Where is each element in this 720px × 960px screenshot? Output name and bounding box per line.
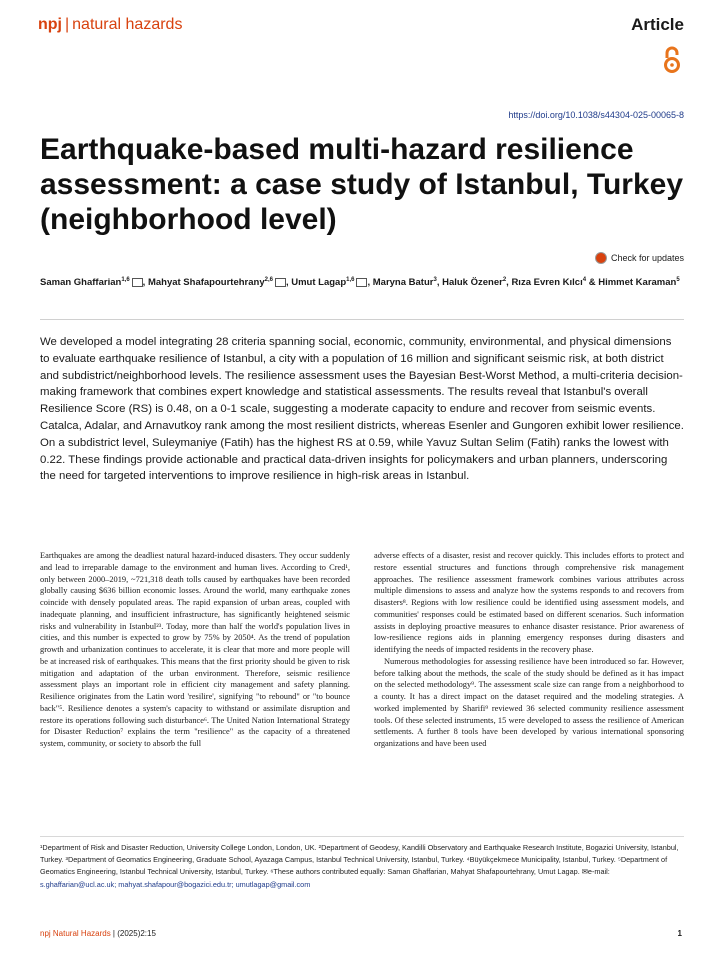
email-icon: ✉ [581, 867, 588, 877]
article-type-label: Article [631, 15, 684, 34]
affiliations-divider [40, 836, 684, 837]
author-name: Haluk Özener [442, 277, 503, 289]
author[interactable] [40, 277, 143, 288]
email-icon[interactable] [132, 278, 143, 287]
email-icon[interactable] [356, 278, 367, 287]
author-separator: , [285, 277, 292, 289]
author-separator: , [436, 277, 443, 289]
body-paragraph: adverse effects of a disaster, resist and recover quickly. This includes efforts to protect and restore essential structures and functions through comprehensive risk management approaches. The resilience assessment framework combines various attributes across multiple dimensions to assess and analyze how the systems responds to and recovers from disasters⁸. Regions with low resilience could be identified using assessment models, and communities' responses could be estimated based on different scenarios. Such information assists in deploying proactive measures to enhance disaster resistance. Prior awareness of low-resilience regions aids in planning emergency responses during disasters and identifying the needs of impacted residents in the recovery phase. [374, 551, 684, 654]
check-for-updates-button[interactable] [595, 252, 684, 264]
article-title: Earthquake-based multi-hazard resilience assessment: a case study of Istanbul, Turkey (neighborhood level) [40, 133, 684, 236]
author[interactable] [291, 277, 367, 288]
body-left-column: Earthquakes are among the deadliest natural hazard-induced disasters. They occur suddenly and lead to irreparable damage to the environment and human lives. According to Cred¹, only between 2000–2019, ~721,318 death tolls caused by earthquakes have been recorded globally causing $636 billion economic losses. Around the world, many earthquake zones coincide with densely populated areas. The rapid expansion of urban areas, coupled with inadequate planning, and insufficient infrastructure, has significantly heightened seismic risks and vulnerability in Istanbul²³. Today, more than half the world's population lives in cities, and this number is expected to grow by 75% by 2050⁴. As the trend of population growth and urbanization continues to accelerate, it is clear that more and more people will be at increased risk of earthquakes. This means that the first priority should be given to risk mitigation and adaptation of the urban environment. Therefore, seismic resilience assessment plays an important role in efficient city management and safety planning. Resilience originates from the Latin word 'resilire', signifying "to rebound" or "to bounce back"⁵. Resilience denotes a system's capacity to withstand or assimilate disruption and restore its operations following such disturbance⁶. The United Nation International Strategy for Disaster Reduction⁷ explains the term "resilience" as the capacity of a threatened system, community, or society to absorb the full [40, 551, 350, 748]
author-separator: , [506, 277, 512, 289]
author-separator: & [586, 277, 599, 289]
author-affiliation-marker: 5 [676, 277, 680, 283]
body-right-column [374, 550, 684, 750]
author-affiliation-marker: 2 [502, 277, 507, 283]
author[interactable] [442, 277, 506, 288]
author-list [40, 272, 680, 291]
page-number: 1 [677, 929, 682, 938]
author-affiliation-marker: 2,6 [264, 277, 273, 283]
affiliations-text: ¹Department of Risk and Disaster Reduction, University College London, London, UK. ²Department of Geodesy, Kandilli Observatory and Earthquake Research Institute, Bogazici University, Istanbul, Turkey. ³Department of Geomatics Engineering, Graduate School, Ayazaga Campus, Istanbul Technical University, Istanbul, Turkey. ⁴Büyükçekmece Municipality, Istanbul, Turkey. ⁵Department of Geomatics Engineering, Istanbul Technical University, Istanbul, Turkey. ⁶These authors contributed equally: Saman Ghaffarian, Mahyat Shafapourtehrany, Umut Lagap. [40, 843, 679, 877]
author[interactable] [598, 277, 679, 288]
author-affiliation-marker: 3 [433, 277, 437, 283]
author-name: Saman Ghaffarian [40, 277, 122, 289]
author[interactable] [511, 277, 586, 288]
footer-volume: (2025)2:15 [117, 929, 156, 938]
email-icon[interactable] [275, 278, 286, 287]
author-name: Himmet Karaman [598, 277, 677, 289]
author-affiliation-marker: 4 [582, 277, 587, 283]
author-name: Rıza Evren Kılcı [511, 277, 583, 289]
open-access-icon [662, 46, 682, 74]
abstract: We developed a model integrating 28 criteria spanning social, economic, community, environmental, and physical dimensions to evaluate earthquake resilience of Istanbul, a city with a population of 16 million and significant seismic risk, at both district and subdistrict/neighborhood levels. The resilience assessment uses the Bayesian Best-Worst Method, a multi-criteria decision-making framework that combines expert knowledge and statistical assessments. The results reveal that Istanbul's overall Resilience Score (RS) is 0.48, on a 0-1 scale, suggesting a moderate capacity to endure and recover from seismic events. Catalca, Adalar, and Arnavutkoy rank among the most resilient districts, whereas Esenler and Gungoren exhibit lower resilience. On a subdistrict level, Suleymaniye (Fatih) has the highest RS at 0.59, while Yavuz Sultan Selim (Fatih) ranks the lowest with 0.22. These findings provide actionable and practical data-driven insights for policymakers and urban planners, underscoring the need for targeted interventions to improve resilience in high-risk areas in Istanbul. [40, 336, 684, 483]
footer-citation: npj Natural Hazards | (2025)2:15 [40, 929, 156, 938]
author[interactable] [373, 277, 437, 288]
author-affiliation-marker: 1,6 [346, 277, 355, 283]
author-separator: , [367, 277, 373, 289]
email-label: e-mail: [587, 867, 610, 877]
footer-journal: npj Natural Hazards [40, 929, 111, 938]
author[interactable] [148, 277, 286, 288]
author-name: Umut Lagap [291, 277, 347, 289]
author-name: Maryna Batur [372, 277, 434, 289]
check-updates-label: Check for updates [610, 253, 684, 263]
journal-separator: | [65, 16, 70, 33]
body-paragraph: Numerous methodologies for assessing resilience have been introduced so far. However, before talking about the methods, the scale of the study should be defined as it has impact on the selected methodology⁹. The assessment scale size can range from a neighborhood to a county. It has a direct impact on the dataset required and the modeling strategies. A worked implemented by Sharifi⁹ reviewed 36 selected community resilience assessment tools. Of these selected instruments, 15 were developed to assess the resilience of American settlements. A further 8 tools have been developed by various international sponsoring organizations and have been used [374, 656, 684, 748]
journal-prefix: npj [38, 16, 62, 33]
journal-title: natural hazards [72, 16, 183, 33]
check-updates-icon [595, 252, 607, 264]
affiliations [40, 842, 684, 891]
journal-name [38, 16, 182, 34]
author-name: Mahyat Shafapourtehrany [147, 277, 265, 289]
author-affiliation-marker: 1,6 [121, 277, 130, 283]
email-links[interactable]: s.ghaffarian@ucl.ac.uk; mahyat.shafapour@bogazici.edu.tr; umutlagap@gmail.com [40, 879, 311, 889]
author-separator: , [142, 277, 148, 289]
abstract-divider [40, 319, 684, 320]
doi-link[interactable]: https://doi.org/10.1038/s44304-025-00065-8 [508, 110, 684, 120]
